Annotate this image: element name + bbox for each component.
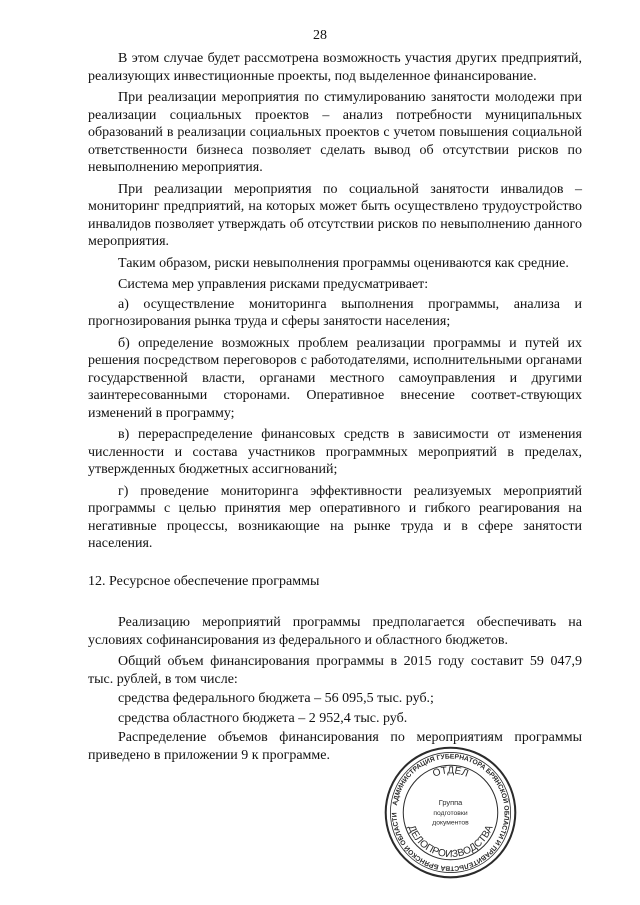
stamp-center-line: подготовки	[433, 810, 468, 818]
paragraph: Общий объем финансирования программы в 2015 году составит 59 047,9 тыс. рублей, в том числе:	[88, 654, 582, 687]
document-body	[88, 50, 582, 768]
funding-line: средства областного бюджета – 2 952,4 тыс. руб.	[118, 710, 408, 726]
stamp-bottom-text: ДЕЛОПРОИЗВОДСТВА	[405, 823, 496, 861]
paragraph: В этом случае будет рассмотрена возможность участия других предприятий, реализующих инвестиционные проекты, под выделенное финансирование.	[88, 51, 582, 84]
list-item: б) определение возможных проблем реализации программы и путей их решения посредством переговоров с работодателями, исполнительными органами государственной власти, органами местного самоуправления и другими заинтересованными сторонами. Оперативное внесение соответ-ствующих изменений в программу;	[88, 335, 582, 421]
official-stamp	[383, 745, 518, 880]
section-title: 12. Ресурсное обеспечение программы	[88, 573, 320, 589]
paragraph: Реализацию мероприятий программы предполагается обеспечивать на условиях софинансирования из федерального и областного бюджетов.	[88, 615, 582, 648]
stamp-ring-text: АДМИНИСТРАЦИЯ ГУБЕРНАТОРА БРЯНСКОЙ ОБЛАСТИ И ПРАВИТЕЛЬСТВА БРЯНСКОЙ ОБЛАСТИ	[391, 753, 510, 872]
list-item: г) проведение мониторинга эффективности реализуемых мероприятий программы с целью принятия мер оперативного и гибкого реагирования на негативные процессы, возникающие на рынке труда и в сфере занятости населения.	[88, 483, 582, 551]
stamp-center-line: Группа	[438, 798, 463, 808]
list-item: а) осуществление мониторинга выполнения программы, анализа и прогнозирования рынка труда и сферы занятости населения;	[88, 296, 582, 329]
paragraph: При реализации мероприятия по стимулированию занятости молодежи при реализации социальных проектов – анализ потребности муниципальных образований в реализации социальных проектов с учетом повышения социальной ответственности бизнеса позволяет сделать вывод об отсутствии рисков по невыполнению мероприятия.	[88, 90, 582, 175]
stamp-top-text-container	[431, 765, 469, 779]
stamp-top-text: ОТДЕЛ	[431, 765, 470, 780]
paragraph: Распределение объемов финансирования по мероприятиям программы приведено в приложении 9 к программе.	[88, 730, 582, 763]
stamp-center-line: документов	[432, 819, 469, 827]
page-number: 28	[313, 28, 327, 43]
paragraph: При реализации мероприятия по социальной занятости инвалидов – мониторинг предприятий, на которых может быть осуществлено трудоустройство инвалидов позволяет утверждать об отсутствии рисков по невыполнению данного мероприятия.	[88, 181, 582, 249]
list-item: в) перераспределение финансовых средств в зависимости от изменения численности и состава участников программных мероприятий в пределах, утвержденных бюджетных ассигнований;	[88, 427, 582, 477]
funding-line: средства федерального бюджета – 56 095,5 тыс. руб.;	[118, 691, 434, 706]
paragraph: Таким образом, риски невыполнения программы оцениваются как средние.	[118, 255, 569, 271]
paragraph: Система мер управления рисками предусматривает:	[118, 277, 429, 292]
